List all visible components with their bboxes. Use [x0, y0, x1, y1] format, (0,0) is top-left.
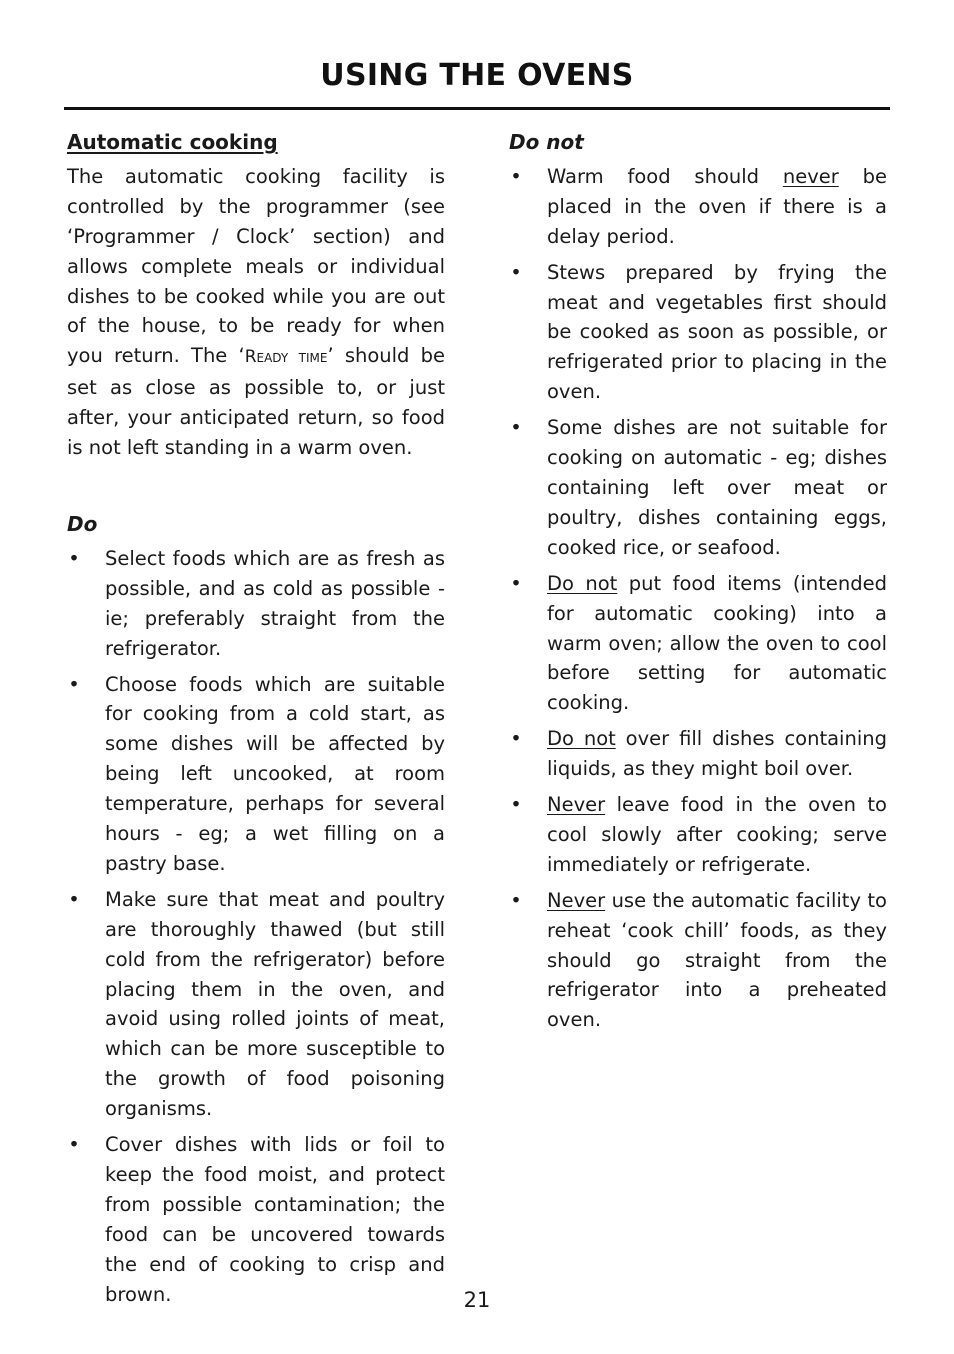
- automatic-cooking-heading: Automatic cooking: [67, 130, 278, 154]
- list-item: [509, 413, 887, 563]
- emphasis-do-not: Do not: [547, 727, 616, 751]
- right-column: [509, 124, 887, 1041]
- automatic-cooking-paragraph: [67, 162, 445, 463]
- bullet-icon: •: [68, 887, 80, 911]
- page-title: USING THE OVENS: [320, 58, 634, 93]
- emphasis-never: Never: [547, 793, 606, 817]
- title-divider: [64, 107, 890, 110]
- left-column: [67, 124, 445, 1316]
- list-item: [509, 569, 887, 719]
- list-item-text: Choose foods which are suitable for cooking from a cold start, as some dishes will be affected by being left uncooked, at room temperature, perhaps for several hours - eg; a wet filling on a pastry base.: [105, 672, 445, 875]
- list-item: [509, 886, 887, 1036]
- section-spacer: [67, 463, 445, 506]
- bullet-icon: •: [510, 793, 522, 817]
- list-item: [509, 162, 887, 252]
- list-item-text-start: Warm food should: [547, 164, 783, 188]
- bullet-icon: •: [510, 727, 522, 751]
- list-item-text: put food items (intended for automatic cooking) into a warm oven; allow the oven to cool before setting for automatic cooking.: [547, 571, 887, 715]
- bullet-icon: •: [510, 260, 522, 284]
- bullet-icon: •: [68, 1133, 80, 1157]
- list-item: [67, 670, 445, 879]
- do-heading: Do: [67, 511, 98, 536]
- page-number: 21: [463, 1288, 491, 1312]
- list-item-text: Stews prepared by frying the meat and vegetables first should be cooked as soon as possible, or refrigerated prior to placing in the oven.: [547, 260, 887, 404]
- paragraph-text-start: The automatic cooking facility is controlled by the programmer (see ‘Programmer / Clock’ section) and allows complete meals or individual dishes to be cooked while you are out of the house, to be ready for when you return. The ‘: [67, 164, 445, 368]
- list-item: [67, 544, 445, 664]
- bullet-icon: •: [510, 416, 522, 440]
- do-not-heading: Do not: [509, 130, 584, 154]
- list-item-text: over fill dishes containing liquids, as they might boil over.: [547, 727, 887, 781]
- list-item-text: use the automatic facility to reheat ‘cook chill’ foods, as they should go straight from the refrigerator into a preheated oven.: [547, 888, 887, 1032]
- paragraph-text-end: ’ should be set as close as possible to, or just after, your anticipated return, so food is not left standing in a warm oven.: [67, 344, 446, 460]
- list-item: [67, 1130, 445, 1309]
- emphasis-never: Never: [547, 888, 606, 912]
- ready-time-term: Ready time: [244, 347, 328, 368]
- list-item-text: Make sure that meat and poultry are thoroughly thawed (but still cold from the refrigerator) before placing them in the oven, and avoid using rolled joints of meat, which can be more susceptible to the growth of food poisoning organisms.: [105, 887, 445, 1121]
- bullet-icon: •: [510, 164, 522, 188]
- bullet-icon: •: [68, 546, 80, 570]
- emphasis-never: never: [782, 164, 839, 188]
- list-item-text: Some dishes are not suitable for cooking on automatic - eg; dishes containing left over meat or poultry, dishes containing eggs, cooked rice, or seafood.: [547, 416, 887, 559]
- bullet-icon: •: [510, 571, 522, 595]
- list-item-text-end: be placed in the oven if there is a delay period.: [547, 164, 887, 248]
- do-not-list: [509, 162, 887, 1035]
- list-item: [509, 258, 887, 408]
- list-item-text: Select foods which are as fresh as possible, and as cold as possible - ie; preferably straight from the refrigerator.: [105, 546, 445, 660]
- bullet-icon: •: [510, 888, 522, 912]
- list-item-text: Cover dishes with lids or foil to keep the food moist, and protect from possible contamination; the food can be uncovered towards the end of cooking to crisp and brown.: [105, 1133, 445, 1306]
- list-item: [509, 790, 887, 880]
- list-item: [509, 724, 887, 784]
- bullet-icon: •: [68, 672, 80, 696]
- do-list: [67, 544, 445, 1310]
- list-item: [67, 885, 445, 1124]
- emphasis-do-not: Do not: [547, 571, 618, 595]
- list-item-text: leave food in the oven to cool slowly after cooking; serve immediately or refrigerate.: [547, 793, 887, 876]
